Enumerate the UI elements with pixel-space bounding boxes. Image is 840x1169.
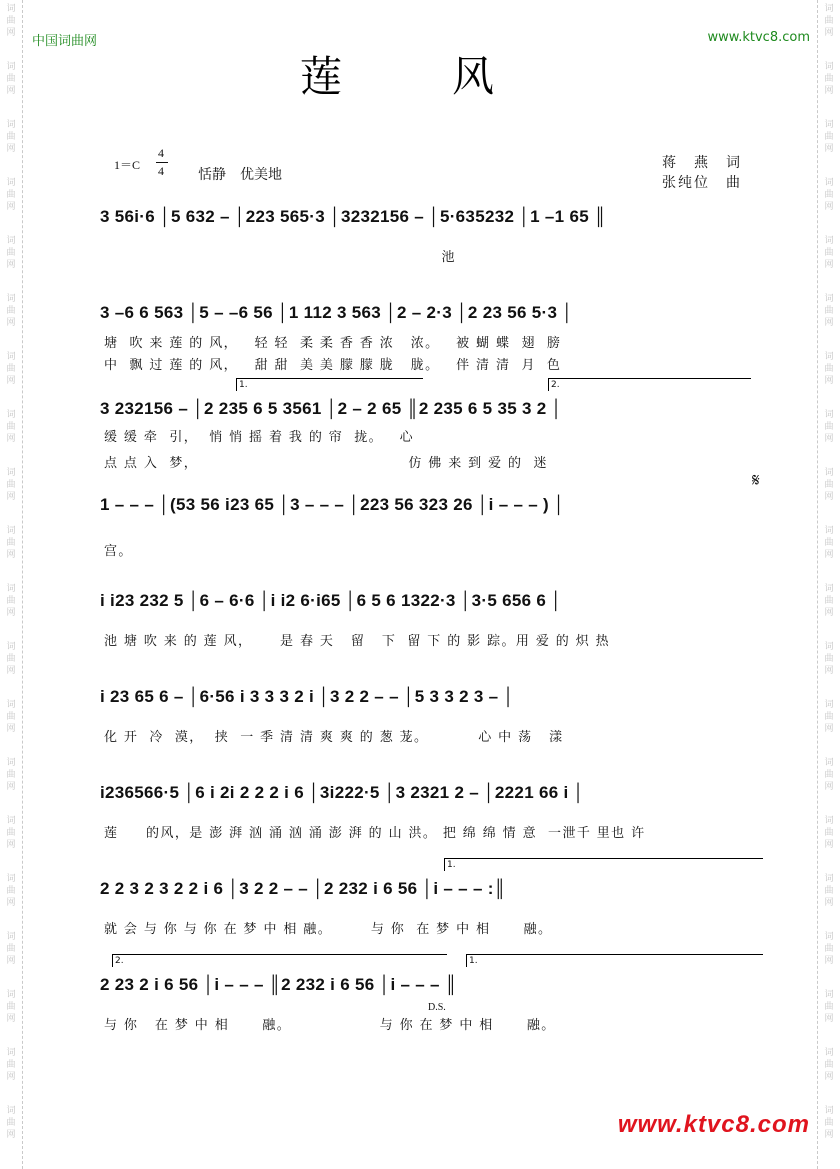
watermark-char: 网 [6,782,16,792]
time-signature-line [156,162,168,163]
watermark-char: 曲 [824,16,834,26]
watermark-char: 曲 [824,1002,834,1012]
volta-2-row-3: 2. [548,378,751,391]
watermark-char: 曲 [6,132,16,142]
watermark-char: 词 [824,236,834,246]
watermark-char: 词 [824,294,834,304]
watermark-char: 网 [824,144,834,154]
watermark-char: 曲 [824,654,834,664]
watermark-char: 词 [6,758,16,768]
watermark-char: 词 [6,584,16,594]
watermark-char: 曲 [824,1060,834,1070]
watermark-char: 曲 [6,654,16,664]
time-signature-top: 4 [158,146,164,160]
watermark-char: 曲 [6,16,16,26]
lyric-row-4: 宫。 [104,544,133,559]
score-row-7: i236566·5 │6 i 2i 2 2 2 i 6 │3i222·5 │3 2321 2 – │2221 66 i │ [100,783,585,802]
watermark-char: 曲 [824,538,834,548]
watermark-char: 词 [824,990,834,1000]
watermark-char: 曲 [824,828,834,838]
lyric-row-2-verse-1: 塘 吹 来 莲 的 风， 轻 轻 柔 柔 香 香 浓 浓。 被 蝴 蝶 翅 膀 [104,336,562,351]
watermark-char: 网 [824,28,834,38]
watermark-char: 曲 [824,248,834,258]
watermark-char: 网 [6,550,16,560]
watermark-char: 曲 [6,596,16,606]
watermark-char: 曲 [6,538,16,548]
watermark-char: 网 [824,550,834,560]
watermark-char: 词 [6,642,16,652]
watermark-char: 网 [824,1072,834,1082]
watermark-char: 词 [824,468,834,478]
watermark-char: 网 [824,202,834,212]
watermark-char: 曲 [824,770,834,780]
watermark-char: 曲 [6,886,16,896]
watermark-char: 曲 [6,1002,16,1012]
watermark-char: 网 [824,666,834,676]
watermark-char: 网 [824,1014,834,1024]
score-row-4: 1 – – – │(53 56 i23 65 │3 – – – │223 56 323 26 │i – – – ) │ [100,495,565,514]
site-name-left[interactable]: 中国词曲网 [32,34,98,49]
right-watermark-strip [817,0,840,1169]
watermark-char: 词 [6,4,16,14]
watermark-char: 词 [6,526,16,536]
watermark-char: 网 [824,86,834,96]
watermark-char: 曲 [6,770,16,780]
watermark-char: 曲 [6,422,16,432]
watermark-char: 词 [824,642,834,652]
watermark-char: 网 [6,666,16,676]
watermark-char: 曲 [6,248,16,258]
watermark-char: 网 [824,608,834,618]
watermark-char: 词 [824,352,834,362]
watermark-char: 网 [6,956,16,966]
watermark-char: 词 [824,1106,834,1116]
volta-2-row-9: 2. [112,954,447,967]
watermark-char: 网 [6,724,16,734]
watermark-char: 词 [6,932,16,942]
watermark-char: 网 [6,1072,16,1082]
watermark-char: 网 [6,202,16,212]
watermark-char: 词 [6,236,16,246]
watermark-char: 词 [824,816,834,826]
watermark-char: 网 [824,376,834,386]
watermark-char: 曲 [824,480,834,490]
watermark-char: 词 [824,584,834,594]
watermark-char: 词 [824,1048,834,1058]
watermark-char: 网 [824,724,834,734]
lyricist-credit: 蒋 燕 词 [662,155,742,171]
song-title: 莲 风 [300,52,529,101]
watermark-char: 曲 [6,364,16,374]
lyric-row-2-verse-2: 中 飘 过 莲 的 风， 甜 甜 美 美 朦 朦 胧 胧。 伴 清 清 月 色 [104,358,562,373]
score-row-2: 3 –6 6 563 │5 – –6 56 │1 112 3 563 │2 – 2·3 │2 23 56 5·3 │ [100,303,574,322]
watermark-char: 词 [6,1048,16,1058]
lyric-row-1-verse-1: 池 [104,250,456,265]
watermark-char: 词 [824,4,834,14]
watermark-char: 曲 [824,132,834,142]
lyric-row-5: 池 塘 吹 来 的 莲 风， 是 春 天 留 下 留 下 的 影 踪。用 爱 的 炽 热 [104,634,611,649]
score-row-3: 3 232156 – │2 235 6 5 3561 │2 – 2 65 ║2 235 6 5 35 3 2 │ [100,399,563,418]
watermark-char: 词 [824,410,834,420]
watermark-char: 词 [6,1106,16,1116]
watermark-char: 网 [6,608,16,618]
lyric-row-9: 与 你 在 梦 中 相 融。 与 你 在 梦 中 相 融。 [104,1018,556,1033]
watermark-char: 词 [824,932,834,942]
watermark-char: 网 [824,782,834,792]
watermark-char: 曲 [6,1060,16,1070]
watermark-char: 曲 [824,712,834,722]
watermark-char: 网 [824,840,834,850]
watermark-char: 词 [6,62,16,72]
site-url-right[interactable]: www.ktvc8.com [707,30,810,45]
composer-credit: 张纯位 曲 [662,175,742,191]
watermark-char: 曲 [824,422,834,432]
watermark-char: 曲 [6,480,16,490]
watermark-char: 网 [6,492,16,502]
score-row-8: 2 2 3 2 3 2 2 i 6 │3 2 2 – – │2 232 i 6 56 │i – – – :║ [100,879,507,898]
tempo-marking: 恬静 优美地 [198,167,282,183]
watermark-char: 网 [824,1130,834,1140]
watermark-char: 曲 [6,828,16,838]
watermark-char: 网 [824,898,834,908]
time-signature-bottom: 4 [158,164,164,178]
watermark-char: 网 [6,1130,16,1140]
volta-1-row-3: 1. [236,378,423,391]
watermark-char: 词 [824,62,834,72]
watermark-char: 网 [824,260,834,270]
watermark-char: 网 [6,840,16,850]
watermark-char: 词 [824,526,834,536]
segno-sign: 𝄋 [752,470,760,491]
watermark-char: 词 [6,120,16,130]
volta-1-row-8: 1. [444,858,763,871]
watermark-char: 网 [824,956,834,966]
score-row-6: i 23 65 6 – │6·56 i 3 3 3 2 i │3 2 2 – – │5 3 3 2 3 – │ [100,687,515,706]
watermark-char: 词 [6,816,16,826]
watermark-char: 网 [824,434,834,444]
watermark-char: 词 [6,700,16,710]
watermark-char: 词 [6,468,16,478]
watermark-char: 词 [824,178,834,188]
watermark-char: 曲 [824,886,834,896]
watermark-char: 曲 [824,190,834,200]
watermark-char: 词 [6,178,16,188]
watermark-char: 网 [6,28,16,38]
watermark-char: 词 [6,874,16,884]
left-watermark-strip [0,0,23,1169]
watermark-char: 词 [6,294,16,304]
lyric-row-7: 莲 的风，是 澎 湃 汹 涌 汹 涌 澎 湃 的 山 洪。 把 绵 绵 情 意 一泄千 里也 许 [104,826,646,841]
watermark-char: 网 [6,376,16,386]
watermark-char: 曲 [6,712,16,722]
lyric-row-6: 化 开 冷 漠， 挟 一 季 清 清 爽 爽 的 葱 茏。 心 中 荡 漾 [104,730,564,745]
watermark-char: 网 [6,898,16,908]
score-row-1: 3 56i·6 │5 632 – │223 565·3 │3232156 – │5·635232 │1 –1 65 ║ [100,207,607,226]
watermark-char: 网 [824,492,834,502]
watermark-char: 曲 [824,944,834,954]
lyric-row-8: 就 会 与 你 与 你 在 梦 中 相 融。 与 你 在 梦 中 相 融。 [104,922,553,937]
site-logo[interactable] [618,1111,810,1139]
watermark-char: 曲 [824,306,834,316]
watermark-char: 曲 [6,306,16,316]
site-logo-text: www.ktvc8.com [617,1111,810,1138]
watermark-char: 曲 [824,364,834,374]
watermark-char: 曲 [6,1118,16,1128]
key-signature: 1＝C [114,158,141,172]
watermark-char: 词 [6,352,16,362]
volta-3-row-9: 1. [466,954,763,967]
watermark-char: 曲 [6,190,16,200]
watermark-char: 词 [6,410,16,420]
watermark-char: 网 [824,318,834,328]
watermark-char: 词 [6,990,16,1000]
watermark-char: 曲 [6,74,16,84]
dal-segno-mark: D.S. [428,1002,446,1013]
watermark-char: 网 [6,1014,16,1024]
watermark-char: 词 [824,120,834,130]
watermark-char: 曲 [6,944,16,954]
watermark-char: 网 [6,144,16,154]
watermark-char: 曲 [824,74,834,84]
watermark-char: 词 [824,874,834,884]
watermark-char: 网 [6,260,16,270]
watermark-char: 词 [824,758,834,768]
score-row-9: 2 23 2 i 6 56 │i – – – ║2 232 i 6 56 │i – – – ║ [100,975,458,994]
watermark-char: 网 [6,434,16,444]
lyric-row-3-verse-1: 缓 缓 牵 引， 悄 悄 摇 着 我 的 帘 拢。 心 [104,430,415,445]
watermark-char: 曲 [824,596,834,606]
score-row-5: i i23 232 5 │6 – 6·6 │i i2 6·i65 │6 5 6 1322·3 │3·5 656 6 │ [100,591,563,610]
lyric-row-3-verse-2: 点 点 入 梦， 仿 佛 来 到 爱 的 迷 [104,456,548,471]
watermark-char: 网 [6,318,16,328]
watermark-char: 网 [6,86,16,96]
watermark-char: 词 [824,700,834,710]
watermark-char: 曲 [824,1118,834,1128]
